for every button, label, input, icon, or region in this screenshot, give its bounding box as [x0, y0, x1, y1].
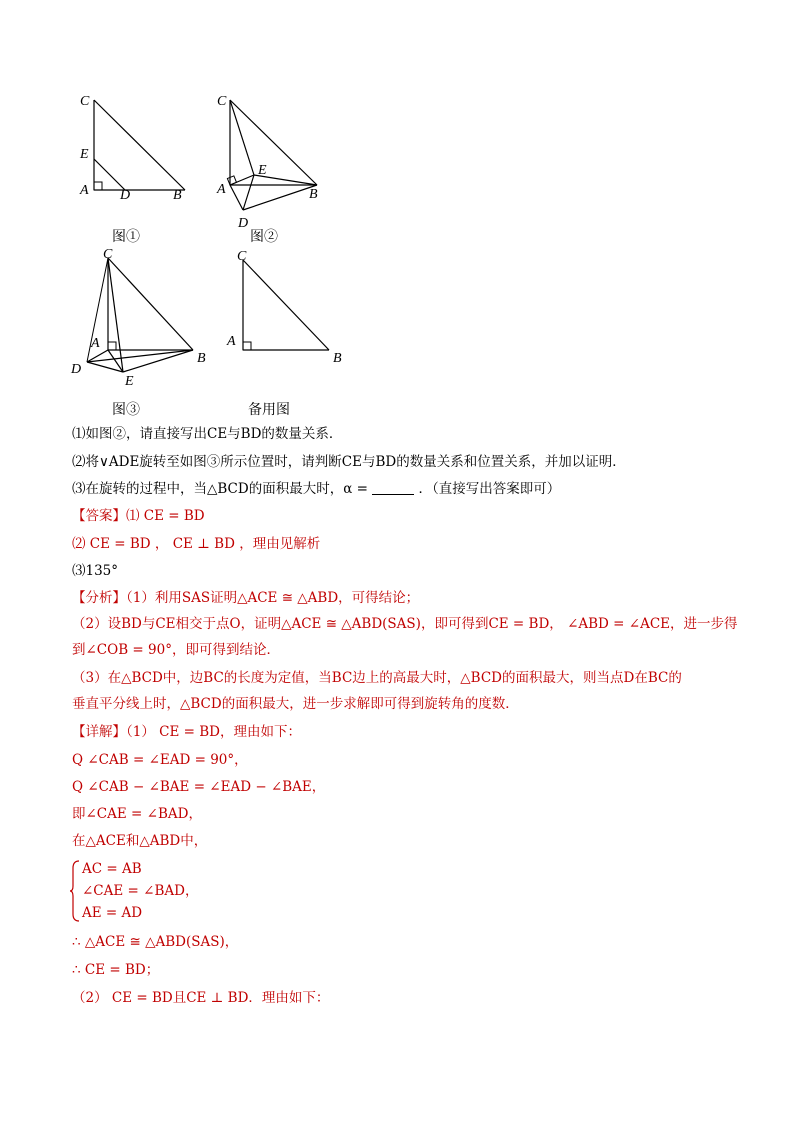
fig3-label-a: A [91, 336, 100, 351]
figure-4-diagram [225, 244, 355, 374]
figure-2-diagram [210, 90, 340, 240]
fig1-label-c: C [80, 94, 90, 109]
detail-6: ∴ △ACE ≅ △ABD(SAS)， [72, 934, 239, 950]
detail-2: Q ∠CAB = ∠EAD = 90°， [72, 752, 248, 768]
analysis-1: （1）利用SAS证明△ACE ≅ △ABD，可得结论； [126, 590, 420, 606]
analysis-3b: 垂直平分线上时，△BCD的面积最大，进一步求解即可得到旋转角的度数． [72, 696, 519, 712]
figure-3 [65, 244, 215, 394]
fig4-label-c: C [237, 249, 247, 264]
detail-7: ∴ CE = BD； [72, 962, 160, 978]
analysis-2a: （2）设BD与CE相交于点O，证明△ACE ≅ △ABD(SAS)，即可得到CE = BD， ∠ABD = ∠ACE，进一步得 [72, 616, 738, 632]
figure-4-caption: 备用图 [248, 402, 290, 418]
answer-2: ⑵ CE = BD ， CE ⊥ BD ，理由见解析 [72, 536, 321, 552]
analysis-2b: 到∠COB = 90°，即可得到结论． [72, 642, 280, 658]
fig3-label-c: C [103, 247, 113, 262]
figure-3-caption: 图③ [112, 402, 140, 418]
figure-2 [210, 90, 340, 240]
detail-4: 即∠CAE = ∠BAD， [72, 806, 202, 822]
fig3-label-b: B [197, 351, 206, 366]
system-line-3: AE = AD [82, 905, 143, 921]
fig4-label-a: A [227, 334, 236, 349]
fig1-label-a: A [80, 183, 89, 198]
fig3-label-e: E [125, 374, 134, 389]
detail-1: （1） CE = BD，理由如下： [126, 724, 301, 740]
figure-3-diagram [65, 244, 215, 394]
fig4-label-b: B [333, 351, 342, 366]
detail-line-1 [72, 722, 301, 742]
figure-4 [225, 244, 355, 374]
question-3 [72, 479, 560, 499]
analysis-3a: （3）在△BCD中，边BC的长度为定值，当BC边上的高最大时，△BCD的面积最大，则当点D在BC的 [72, 670, 682, 686]
analysis-line-1 [72, 588, 419, 608]
fig2-label-c: C [217, 94, 227, 109]
system-line-2: ∠CAE = ∠BAD， [82, 883, 199, 899]
answer-1: ⑴ CE = BD [126, 508, 205, 524]
question-2: ⑵将∨ADE旋转至如图③所示位置时，请判断CE与BD的数量关系和位置关系，并加以证明． [72, 454, 626, 470]
answer-tag: 【答案】 [72, 508, 126, 524]
question-1: ⑴如图②，请直接写出CE与BD的数量关系． [72, 426, 343, 442]
fig1-label-d: D [120, 188, 131, 203]
figure-2-caption: 图② [250, 229, 278, 245]
detail-tag: 【详解】 [72, 724, 126, 740]
fig1-label-b: B [173, 188, 182, 203]
answer-line-1 [72, 506, 205, 526]
fig2-label-e: E [258, 163, 267, 178]
figure-1-caption: 图① [112, 229, 140, 245]
fig2-label-d: D [238, 216, 249, 231]
analysis-tag: 【分析】 [72, 590, 126, 606]
fig1-label-e: E [80, 147, 89, 162]
system-line-1: AC = AB [82, 861, 142, 877]
answer-3: ⑶135° [72, 563, 119, 579]
detail-8: （2） CE = BD且CE ⊥ BD．理由如下： [72, 990, 330, 1006]
system-brace [70, 860, 80, 922]
fig3-label-d: D [71, 362, 82, 377]
fig2-label-b: B [309, 187, 318, 202]
detail-5: 在△ACE和△ABD中， [72, 833, 208, 849]
fig2-label-a: A [217, 182, 226, 197]
question-3-text: ⑶在旋转的过程中，当△BCD的面积最大时，α = [72, 481, 368, 497]
detail-3: Q ∠CAB − ∠BAE = ∠EAD − ∠BAE， [72, 779, 326, 795]
answer-blank [372, 480, 414, 495]
question-3-suffix: ．（直接写出答案即可） [418, 481, 561, 497]
